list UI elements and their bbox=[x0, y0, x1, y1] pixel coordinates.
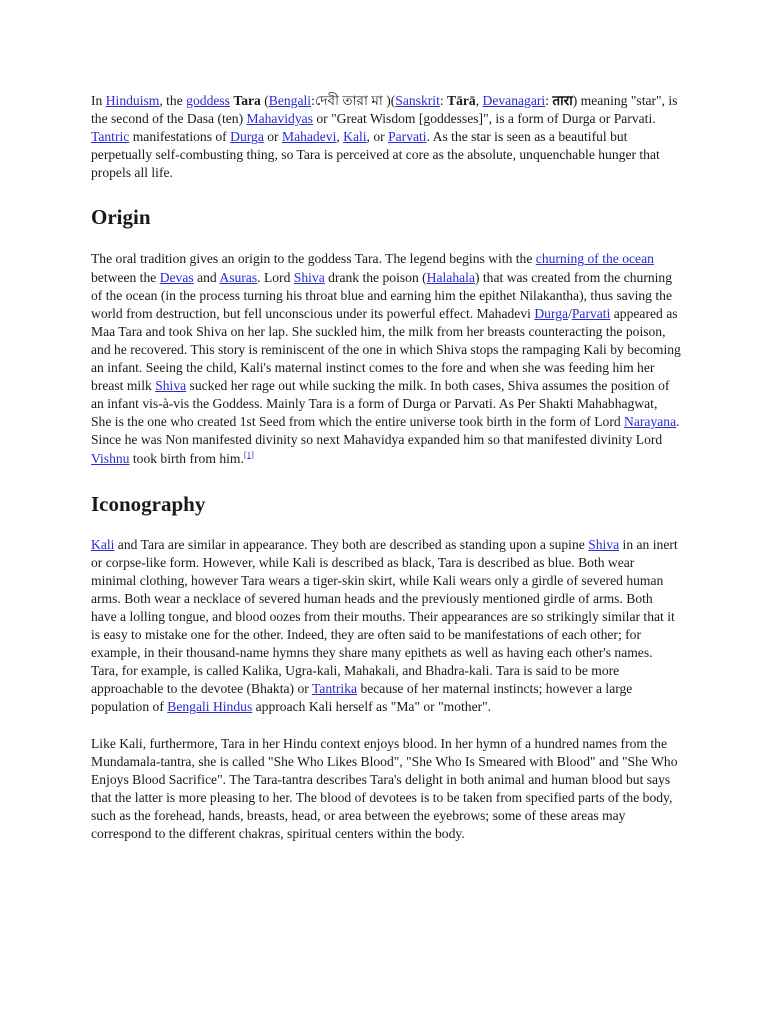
text-run: : bbox=[545, 93, 553, 108]
link-parvati[interactable]: Parvati bbox=[388, 129, 427, 145]
bengali-script-text: :দেবী তারা মা )( bbox=[311, 93, 396, 108]
link-narayana[interactable]: Narayana bbox=[624, 414, 677, 430]
link-mahavidyas[interactable]: Mahavidyas bbox=[246, 111, 313, 127]
link-asuras[interactable]: Asuras bbox=[219, 269, 258, 285]
text-run: drank the poison ( bbox=[324, 269, 427, 285]
text-run: / bbox=[568, 305, 572, 321]
tara-bold: Tara bbox=[233, 93, 261, 108]
origin-paragraph bbox=[91, 250, 681, 467]
text-run: appeared as Maa Tara and took Shiva on her lap. She suckled him, the milk from her breasts counteracting the poison, and he recovered. This story is reminiscent of the one in which Shiva stops the rampaging Kali by becoming an infant. Seeing the child, Kali's maternal instinct comes to the fore and when she was feeding him her breast milk bbox=[91, 305, 681, 394]
iconography-paragraph-1 bbox=[91, 536, 681, 717]
text-run: . Since he was Non manifested divinity so next Mahavidya expanded him so that manifested divinity Lord bbox=[91, 414, 680, 448]
text-run: or bbox=[263, 129, 282, 145]
link-shiva[interactable]: Shiva bbox=[155, 378, 187, 394]
text-run: took birth from him. bbox=[129, 450, 244, 466]
link-vishnu[interactable]: Vishnu bbox=[91, 450, 130, 466]
link-sanskrit[interactable]: Sanskrit bbox=[395, 93, 440, 108]
text-run: : bbox=[439, 93, 448, 108]
link-devanagari[interactable]: Devanagari bbox=[482, 93, 546, 108]
citation-link[interactable]: [1] bbox=[243, 448, 254, 459]
link-kali[interactable]: Kali bbox=[91, 536, 115, 552]
text-run: ( bbox=[260, 93, 269, 108]
link-durga[interactable]: Durga bbox=[230, 129, 264, 145]
link-mahadevi[interactable]: Mahadevi bbox=[281, 129, 337, 145]
heading-origin: Origin bbox=[91, 205, 151, 230]
text-run: ) meaning "star", is the second of the Dasa (ten) bbox=[91, 93, 678, 127]
link-durga[interactable]: Durga bbox=[534, 305, 569, 321]
text-run: and Tara are similar in appearance. They both are described as standing upon a supine bbox=[114, 536, 589, 552]
text-run: or "Great Wisdom [goddesses]", is a form of Durga or Parvati. bbox=[312, 111, 656, 127]
link-kali[interactable]: Kali bbox=[343, 129, 367, 145]
link-shiva[interactable]: Shiva bbox=[293, 269, 325, 285]
link-devas[interactable]: Devas bbox=[159, 269, 194, 285]
text-run: and bbox=[193, 269, 220, 285]
link-churning-of-the-ocean[interactable]: churning of the ocean bbox=[535, 251, 654, 267]
link-bengali-hindus[interactable]: Bengali Hindus bbox=[167, 699, 253, 715]
text-run: between the bbox=[91, 269, 160, 285]
link-goddess[interactable]: goddess bbox=[186, 93, 230, 108]
heading-iconography: Iconography bbox=[91, 491, 206, 516]
text-run: sucked her rage out while sucking the milk. In both cases, Shiva assumes the position of an infant vis-à-vis the Goddess. Mainly Tara is a form of Durga or Parvati. As Per Shakti Mahabhagwat, She is the one who created 1st Seed from which the entire universe took birth in the form of Lord bbox=[91, 378, 670, 430]
text-run: In bbox=[91, 93, 106, 108]
text-run: because of her maternal instincts; however a large population of bbox=[91, 681, 633, 715]
text-run: manifestations of bbox=[129, 129, 231, 145]
text-run: . Lord bbox=[257, 269, 294, 285]
iconography-paragraph-2: Like Kali, furthermore, Tara in her Hindu context enjoys blood. In her hymn of a hundred names from the Mundamala-tantra, she is called "She Who Likes Blood", "She Who Is Smeared with Blood" and "She Who Enjoys Blood Sacrifice". The Tara-tantra describes Tara's delight in both animal and human blood but says that the latter is more pleasing to her. The blood of devotees is to be taken from specified parts of the body, such as the forehead, hands, breasts, head, or area between the eyebrows; some of these areas may correspond to the different chakras, spiritual centers within the body. bbox=[91, 735, 678, 841]
tara-devanagari-bold: तारा bbox=[552, 93, 573, 108]
tara-iast-bold: Tārā bbox=[447, 93, 476, 108]
text-run: , bbox=[475, 93, 483, 108]
link-tantrika[interactable]: Tantrika bbox=[311, 681, 358, 697]
text-run: . As the star is seen as a beautiful but perpetually self-combusting thing, so Tara is perceived at core as the absolute, unquenchable hunger that propels all life. bbox=[91, 129, 660, 181]
link-parvati[interactable]: Parvati bbox=[571, 305, 611, 321]
text-run: , or bbox=[366, 129, 389, 145]
link-hinduism[interactable]: Hinduism bbox=[105, 93, 160, 108]
text-run: The oral tradition gives an origin to the goddess Tara. The legend begins with the bbox=[91, 251, 536, 267]
text-run: approach Kali herself as "Ma" or "mother". bbox=[252, 699, 492, 715]
link-halahala[interactable]: Halahala bbox=[426, 269, 475, 285]
text-run: , bbox=[336, 129, 344, 145]
text-run: in an inert or corpse-like form. However, while Kali is described as black, Tara is described as blue. Both wear minimal clothing, however Tara wears a tiger-skin skirt, while Kali wears only a girdle of severed human arms. Both wear a necklace of severed human heads and the previously mentioned girdle of arms. Both have a lolling tongue, and blood oozes from their mouths. Their appearances are so strikingly similar that it is easy to mistake one for the other. Indeed, they are often said to be manifestations of each other; for example, in their thousand-name hymns they share many epithets as well as having each other's names. Tara, for example, is called Kalika, Ugra-kali, Mahakali, and Bhadra-kali. Tara is said to be more approachable to the devotee (Bhakta) or bbox=[91, 536, 678, 697]
article bbox=[91, 92, 681, 843]
link-shiva[interactable]: Shiva bbox=[588, 536, 620, 552]
text-run: ) that was created from the churning of the ocean (in the process turning his throat blue and earning him the epithet Nilakantha), thus saving the world from destruction, but fell unconscious under its powerful effect. Mahadevi bbox=[91, 269, 673, 321]
intro-paragraph bbox=[91, 92, 681, 182]
link-bengali[interactable]: Bengali bbox=[268, 93, 312, 108]
link-tantric[interactable]: Tantric bbox=[91, 129, 130, 145]
text-run: , the bbox=[159, 93, 187, 108]
